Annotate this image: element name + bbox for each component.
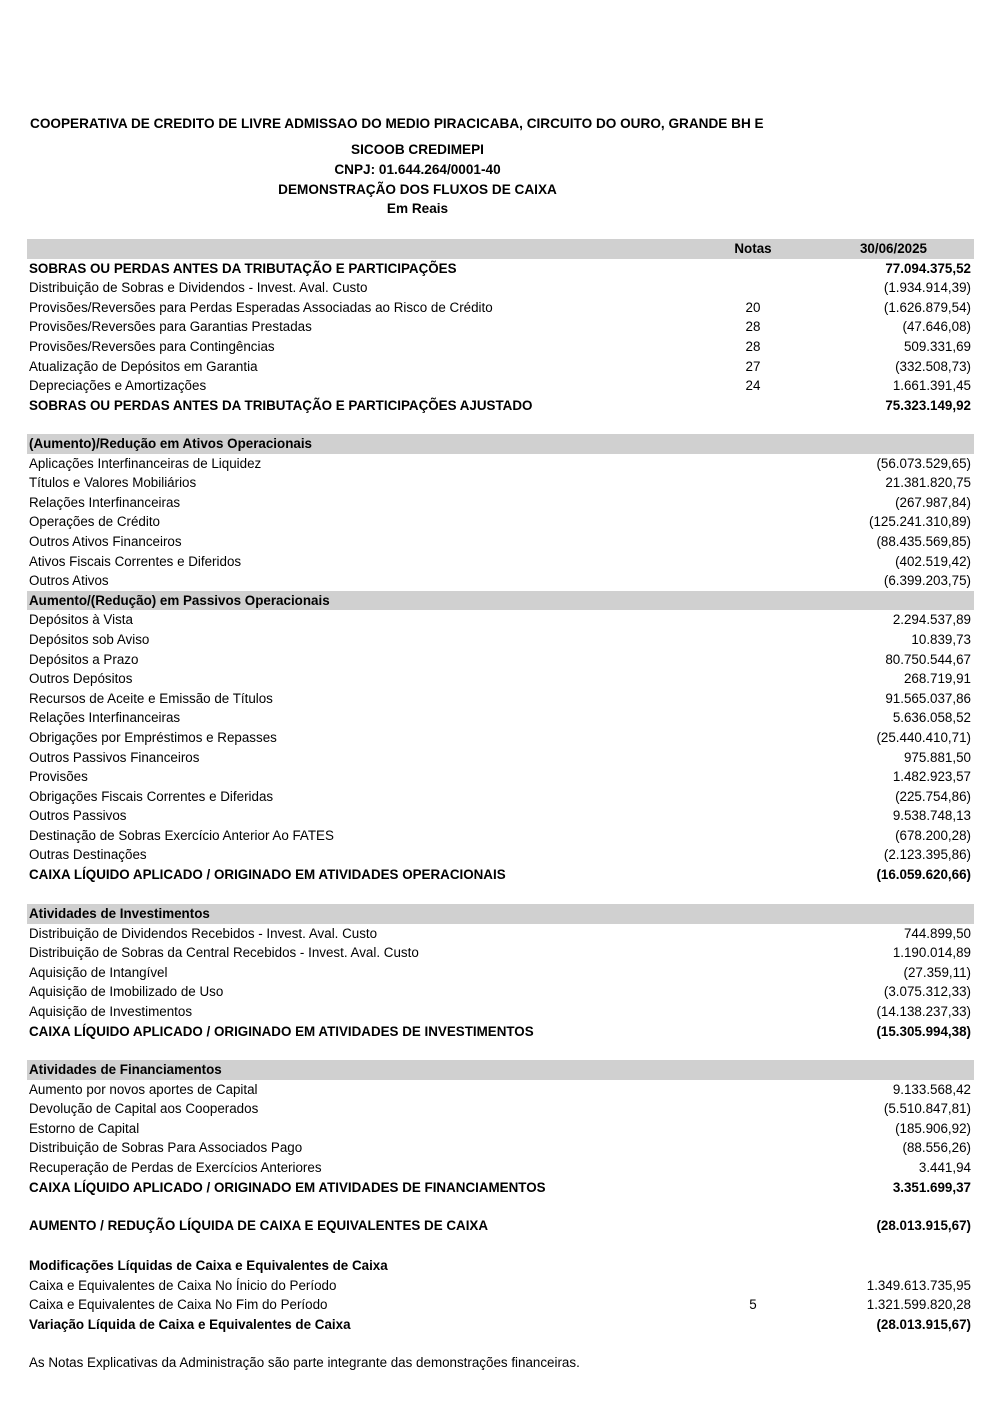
row-label: Depreciações e Amortizações [29,378,207,394]
row-value: (5.510.847,81) [883,1101,971,1117]
row-value: (125.241.310,89) [869,514,971,530]
row-note: 24 [745,378,761,394]
cnpj: CNPJ: 01.644.264/0001-40 [334,162,501,177]
row-label: Obrigações por Empréstimos e Repasses [29,729,277,745]
row-value: (1.626.879,54) [883,299,971,315]
table-row [27,298,974,318]
row-value: (14.138.237,33) [876,1003,971,1019]
table-row [27,748,974,768]
statement-title: DEMONSTRAÇÃO DOS FLUXOS DE CAIXA [278,182,557,197]
table-row [27,317,974,337]
row-value: (56.073.529,65) [876,455,971,471]
row-value: 1.349.613.735,95 [866,1277,971,1293]
row-label: Depósitos à Vista [29,612,133,628]
row-value: 75.323.149,92 [885,397,971,413]
row-label: Outros Passivos [29,808,127,824]
row-value: (185.906,92) [895,1120,971,1136]
row-value: 509.331,69 [903,338,971,354]
table-row [27,357,974,377]
row-label: Aquisição de Imobilizado de Uso [29,984,224,1000]
row-value: 2.294.537,89 [892,612,971,628]
row-value: (6.399.203,75) [883,573,971,589]
row-value: 268.719,91 [903,671,971,687]
row-value: (1.934.914,39) [883,280,971,296]
currency-label: Em Reais [386,201,449,216]
row-label: CAIXA LÍQUIDO APLICADO / ORIGINADO EM ATIVIDADES DE INVESTIMENTOS [29,1023,534,1039]
section-header [27,434,974,454]
row-label: Títulos e Valores Mobiliários [29,475,197,491]
row-value: 1.482.923,57 [892,769,971,785]
row-value: (225.754,86) [895,788,971,804]
table-row [27,473,974,493]
row-label: Aumento por novos aportes de Capital [29,1081,258,1097]
table-row [27,454,974,474]
adjusted-total-row [27,396,974,416]
row-label: Distribuição de Sobras e Dividendos - Invest. Aval. Custo [29,280,368,296]
footer-note: As Notas Explicativas da Administração são parte integrante das demonstrações financeiras. [29,1355,580,1370]
table-row [27,826,974,846]
table-row [27,532,974,552]
row-value: (15.305.994,38) [876,1023,971,1039]
row-label: Provisões/Reversões para Perdas Esperadas Associadas ao Risco de Crédito [29,299,493,315]
row-value: (88.556,26) [902,1140,971,1156]
row-note: 5 [749,1297,757,1313]
row-value: (3.075.312,33) [883,984,971,1000]
section-header [27,904,974,924]
table-row [27,259,974,279]
table-row [27,943,974,963]
row-label: Relações Interfinanceiras [29,494,181,510]
row-value: (28.013.915,67) [876,1218,971,1233]
table-row [27,278,974,298]
table-row [27,512,974,532]
operating-total-row [27,865,974,885]
row-value: 975.881,50 [903,749,971,765]
row-label: Aquisição de Investimentos [29,1003,193,1019]
section-header [27,1256,974,1276]
section-title: Atividades de Investimentos [29,906,210,921]
row-label: Aplicações Interfinanceiras de Liquidez [29,455,262,471]
row-value: 744.899,50 [903,925,971,941]
table-row [27,924,974,944]
notes-column-header: Notas [734,241,772,256]
table-row [27,728,974,748]
row-label: Destinação de Sobras Exercício Anterior Ao FATES [29,827,334,843]
row-value: 21.381.820,75 [885,475,971,491]
row-value: (27.359,11) [903,964,971,980]
operating-section [27,434,974,885]
row-note: 28 [745,338,761,354]
row-label: Operações de Crédito [29,514,161,530]
row-value: 1.190.014,89 [892,945,971,961]
row-label: Distribuição de Sobras Para Associados Pago [29,1140,303,1156]
table-row [27,787,974,807]
row-value: 3.441,94 [918,1159,971,1175]
row-value: (2.123.395,86) [883,847,971,863]
investing-total-row [27,1022,974,1042]
table-row [27,982,974,1002]
period-column-header: 30/06/2025 [859,241,927,256]
row-label: Outros Ativos [29,573,109,589]
section-title: Aumento/(Redução) em Passivos Operacionais [29,592,330,608]
table-row [27,1138,974,1158]
table-row [27,337,974,357]
row-value: (88.435.569,85) [876,533,971,549]
row-label: Ativos Fiscais Correntes e Diferidos [29,553,242,569]
entity-name: COOPERATIVA DE CREDITO DE LIVRE ADMISSAO DO MEDIO PIRACICABA, CIRCUITO DO OURO, GRANDE BH E [30,116,764,131]
table-row [27,669,974,689]
section-title: (Aumento)/Redução em Ativos Operacionais [29,436,312,451]
table-row [27,708,974,728]
row-value: 91.565.037,86 [885,690,971,706]
row-value: 1.661.391,45 [892,378,971,394]
table-row [27,552,974,572]
row-value: (25.440.410,71) [876,729,971,745]
row-label: Recuperação de Perdas de Exercícios Anteriores [29,1159,322,1175]
table-row [27,493,974,513]
net-change-row [27,1216,974,1236]
section-header [27,591,974,611]
table-row [27,571,974,591]
table-row [27,1276,974,1296]
table-row [27,1002,974,1022]
table-row [27,1158,974,1178]
row-label: Depósitos sob Aviso [29,631,150,647]
table-row [27,1119,974,1139]
table-row [27,1099,974,1119]
row-value: 3.351.699,37 [892,1179,971,1195]
table-row [27,767,974,787]
table-row [27,650,974,670]
row-label: Depósitos a Prazo [29,651,139,667]
row-value: 5.636.058,52 [892,710,971,726]
row-value: 80.750.544,67 [885,651,971,667]
row-value: 9.538.748,13 [892,808,971,824]
row-value: (402.519,42) [895,553,971,569]
row-label: Relações Interfinanceiras [29,710,181,726]
row-value: 1.321.599.820,28 [866,1297,971,1313]
row-note: 27 [745,358,761,374]
row-label: Outras Destinações [29,847,147,863]
trade-name: SICOOB CREDIMEPI [351,142,484,157]
table-row [27,689,974,709]
row-label: Obrigações Fiscais Correntes e Diferidas [29,788,274,804]
row-label: Outros Ativos Financeiros [29,533,182,549]
row-label: Caixa e Equivalentes de Caixa No Fim do Período [29,1297,328,1313]
modifications-section [27,1256,974,1334]
row-value: (678.200,28) [895,827,971,843]
financing-total-row [27,1178,974,1198]
row-label: Aquisição de Intangível [29,964,168,980]
section-title: Modificações Líquidas de Caixa e Equivalentes de Caixa [29,1258,388,1273]
row-label: AUMENTO / REDUÇÃO LÍQUIDA DE CAIXA E EQUIVALENTES DE CAIXA [29,1218,489,1233]
row-label: Distribuição de Sobras da Central Recebidos - Invest. Aval. Custo [29,945,419,961]
row-value: (28.013.915,67) [876,1316,971,1332]
row-label: Devolução de Capital aos Cooperados [29,1101,259,1117]
row-label: Estorno de Capital [29,1120,140,1136]
table-row [27,1295,974,1315]
financing-section [27,1060,974,1197]
row-value: (47.646,08) [902,319,971,335]
row-value: (332.508,73) [895,358,971,374]
variation-total-row [27,1315,974,1335]
row-label: Outros Depósitos [29,671,133,687]
row-label: Atualização de Depósitos em Garantia [29,358,258,374]
results-section [27,239,974,415]
row-value: 10.839,73 [911,631,971,647]
table-row [27,630,974,650]
table-row [27,376,974,396]
row-note: 28 [745,319,761,335]
section-title: Atividades de Financiamentos [29,1062,222,1077]
row-label: CAIXA LÍQUIDO APLICADO / ORIGINADO EM ATIVIDADES OPERACIONAIS [29,867,506,883]
table-row [27,806,974,826]
row-label: Caixa e Equivalentes de Caixa No Ínicio do Período [29,1277,337,1293]
row-label: Variação Líquida de Caixa e Equivalentes de Caixa [29,1316,351,1332]
table-row [27,610,974,630]
row-label: CAIXA LÍQUIDO APLICADO / ORIGINADO EM ATIVIDADES DE FINANCIAMENTOS [29,1179,546,1195]
table-row [27,963,974,983]
row-value: (267.987,84) [895,494,971,510]
row-label: SOBRAS OU PERDAS ANTES DA TRIBUTAÇÃO E PARTICIPAÇÕES AJUSTADO [29,397,533,413]
row-label: Distribuição de Dividendos Recebidos - Invest. Aval. Custo [29,925,378,941]
investing-section [27,904,974,1041]
row-label: Recursos de Aceite e Emissão de Títulos [29,690,273,706]
section-header [27,1060,974,1080]
row-label: Provisões/Reversões para Contingências [29,338,275,354]
row-label: Provisões [29,769,88,785]
row-label: Provisões/Reversões para Garantias Prestadas [29,319,312,335]
row-value: 77.094.375,52 [885,260,971,276]
net-change-section [27,1216,974,1236]
table-row [27,1080,974,1100]
row-label: SOBRAS OU PERDAS ANTES DA TRIBUTAÇÃO E PARTICIPAÇÕES [29,260,457,276]
row-note: 20 [745,299,761,315]
column-header [27,239,974,259]
row-value: (16.059.620,66) [876,867,971,883]
row-label: Outros Passivos Financeiros [29,749,200,765]
row-value: 9.133.568,42 [892,1081,971,1097]
table-row [27,845,974,865]
